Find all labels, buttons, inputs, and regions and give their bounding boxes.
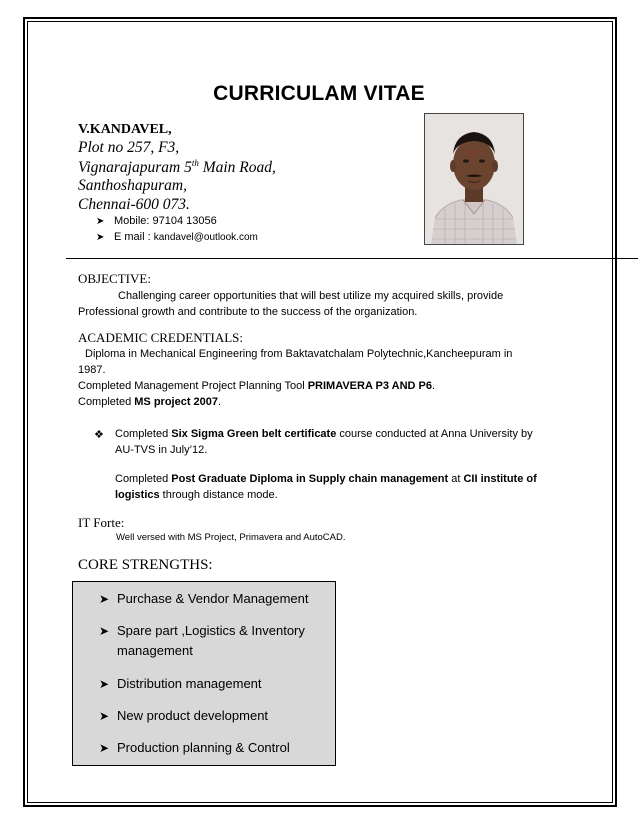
strength-item: ➤ New product development [99,708,269,723]
mobile-line: ➤ Mobile: 97104 13056 [96,215,217,227]
strength-item: ➤ Distribution management [99,676,262,691]
arrow-bullet-icon: ➤ [99,677,110,691]
academic-line-1: Diploma in Mechanical Engineering from Baktavatchalam Polytechnic,Kancheepuram in [85,348,513,360]
it-forte-text: Well versed with MS Project, Primavera and AutoCAD. [116,532,346,543]
arrow-bullet-icon: ➤ [99,741,110,755]
portrait-illustration [425,114,523,244]
candidate-name: V.KANDAVEL, [78,122,172,137]
academic-line-3: Completed Management Project Planning Tool PRIMAVERA P3 AND P6. [78,380,436,392]
email-line: ➤ E mail : kandavel@outlook.com [96,231,258,243]
strength-item: ➤ Purchase & Vendor Management [99,591,309,606]
core-strengths-heading: CORE STRENGTHS: [78,557,213,573]
objective-line-1: Challenging career opportunities that will best utilize my acquired skills, provide [118,290,504,302]
header-divider [66,258,638,259]
address-line-4: Chennai-600 073. [78,196,190,213]
pg-diploma-line-2: logistics through distance mode. [115,489,278,501]
cv-title: CURRICULAM VITAE [213,82,425,105]
objective-line-2: Professional growth and contribute to the success of the organization. [78,306,418,318]
address-line-3: Santhoshapuram, [78,177,187,194]
arrow-bullet-icon: ➤ [99,709,110,723]
academic-line-2: 1987. [78,364,106,376]
strength-item: ➤ Production planning & Control [99,740,290,755]
email-value: kandavel@outlook.com [153,232,258,243]
arrow-bullet-icon: ➤ [96,232,105,243]
academic-heading: ACADEMIC CREDENTIALS: [78,330,244,345]
six-sigma-line-1: Completed Six Sigma Green belt certificate course conducted at Anna University by [115,428,533,440]
objective-heading: OBJECTIVE: [78,271,151,286]
address-line-1: Plot no 257, F3, [78,139,180,156]
it-forte-heading: IT Forte: [78,515,125,530]
diamond-bullet-icon: ❖ [94,429,104,441]
strength-item: ➤ Spare part ,Logistics & Inventory [99,623,305,638]
six-sigma-line-2: AU-TVS in July’12. [115,444,208,456]
profile-photo [424,113,524,245]
strength-item-continuation: management [117,643,193,658]
address-line-2: Vignarajapuram 5th Main Road, [78,158,276,177]
arrow-bullet-icon: ➤ [99,624,110,638]
pg-diploma-line-1: Completed Post Graduate Diploma in Supply chain management at CII institute of [115,473,537,485]
arrow-bullet-icon: ➤ [96,216,105,227]
academic-line-4: Completed MS project 2007. [78,396,222,408]
core-strengths-box [72,581,336,766]
arrow-bullet-icon: ➤ [99,592,110,606]
